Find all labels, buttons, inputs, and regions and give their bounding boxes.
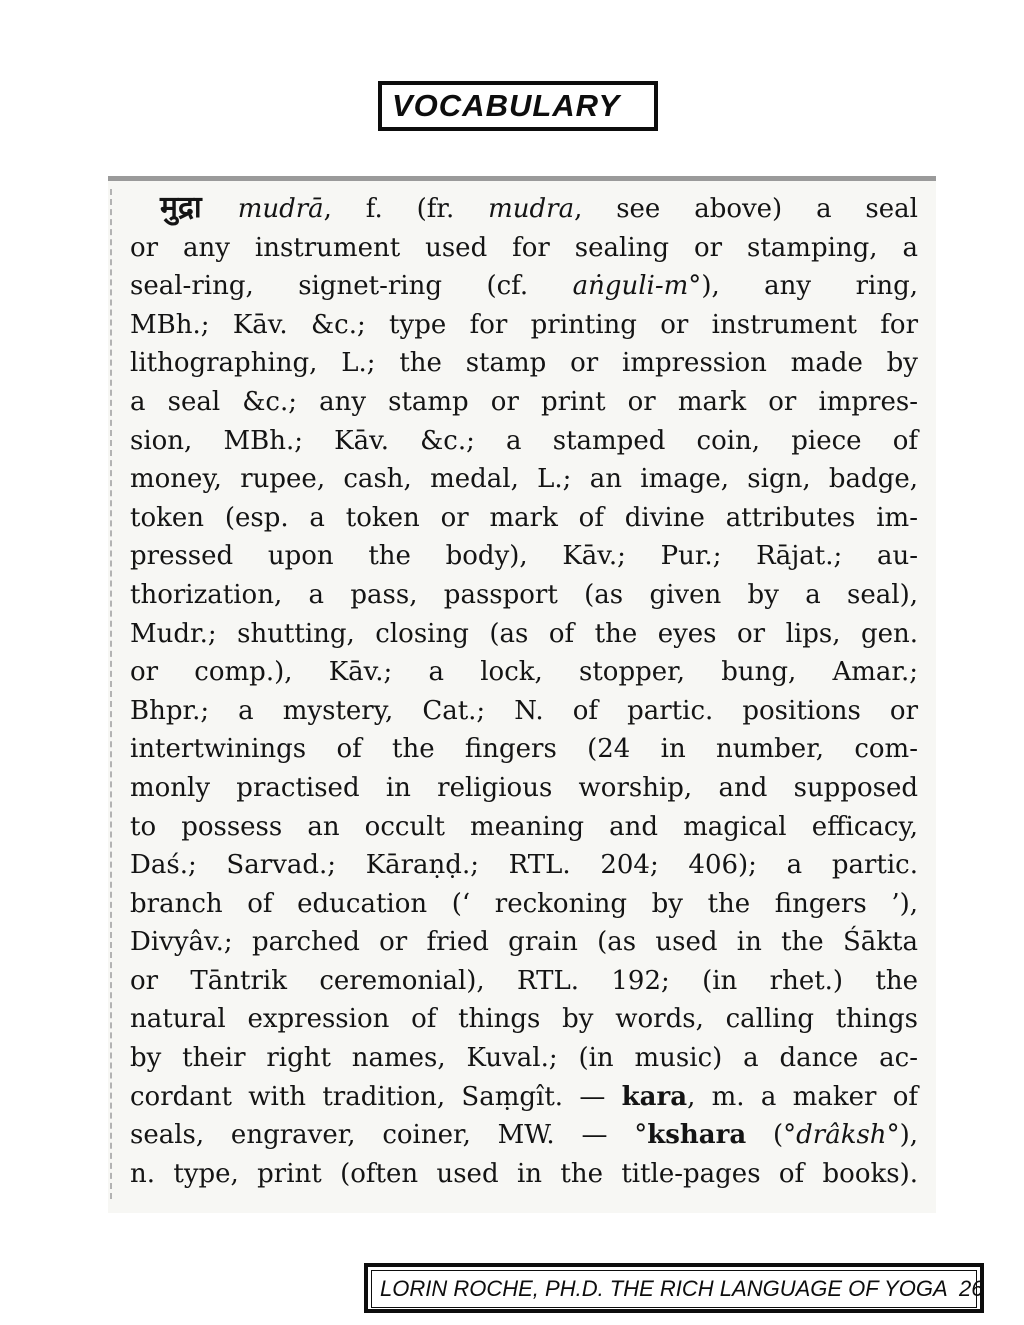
dictionary-line: branch of education (‘ reckoning by the fingers ’),: [130, 888, 918, 919]
dictionary-line: मुद्रा mudrā, f. (fr. mudra, see above) a seal: [160, 190, 918, 225]
dictionary-line: monly practised in religious worship, and supposed: [130, 772, 918, 803]
footer-text: LORIN ROCHE, PH.D. THE RICH LANGUAGE OF YOGA 26: [380, 1276, 984, 1301]
dictionary-line: intertwinings of the fingers (24 in number, com-: [130, 734, 918, 765]
dictionary-line: by their right names, Kuval.; (in music) a dance ac-: [130, 1043, 918, 1074]
dictionary-line: lithographing, L.; the stamp or impression made by: [130, 348, 918, 379]
dictionary-line: sion, MBh.; Kāv. &c.; a stamped coin, piece of: [130, 425, 918, 456]
dictionary-line: MBh.; Kāv. &c.; type for printing or instrument for: [130, 309, 918, 340]
footer-box-inner: [371, 1270, 984, 1308]
dictionary-line: or Tāntrik ceremonial), RTL. 192; (in rhet.) the: [130, 965, 918, 996]
dictionary-line: natural expression of things by words, calling things: [130, 1004, 918, 1035]
dictionary-line: cordant with tradition, Saṃgît. — kara, m. a maker of: [130, 1081, 918, 1112]
dictionary-line: Bhpr.; a mystery, Cat.; N. of partic. positions or: [130, 695, 918, 726]
dictionary-line: pressed upon the body), Kāv.; Pur.; Rājat.; au-: [130, 541, 918, 572]
dictionary-line: or any instrument used for sealing or stamping, a: [130, 232, 918, 263]
footer-box: [364, 1263, 984, 1313]
dictionary-line: Mudr.; shutting, closing (as of the eyes or lips, gen.: [130, 618, 918, 649]
dictionary-entry: [130, 189, 918, 1193]
column-rule: [110, 189, 112, 1199]
dictionary-line: seal-ring, signet-ring (cf. aṅguli-m°), any ring,: [130, 271, 918, 302]
dictionary-line: token (esp. a token or mark of divine attributes im-: [130, 502, 918, 533]
vocabulary-title: VOCABULARY: [392, 88, 621, 123]
vocabulary-title-box: [378, 81, 658, 131]
dictionary-line: thorization, a pass, passport (as given by a seal),: [130, 579, 918, 610]
dictionary-line: Divyâv.; parched or fried grain (as used in the Śākta: [130, 927, 918, 958]
dictionary-line: a seal &c.; any stamp or print or mark or impres-: [130, 386, 918, 417]
dictionary-scan: [108, 176, 936, 1213]
dictionary-line: n. type, print (often used in the title-pages of books).: [130, 1158, 918, 1189]
dictionary-line: or comp.), Kāv.; a lock, stopper, bung, Amar.;: [130, 657, 918, 688]
dictionary-line: to possess an occult meaning and magical efficacy,: [130, 811, 918, 842]
dictionary-line: Daś.; Sarvad.; Kāraṇḍ.; RTL. 204; 406); a partic.: [130, 850, 918, 881]
dictionary-line: money, rupee, cash, medal, L.; an image, sign, badge,: [130, 464, 918, 495]
dictionary-line: seals, engraver, coiner, MW. — °kshara (°drâksh°),: [130, 1120, 918, 1151]
